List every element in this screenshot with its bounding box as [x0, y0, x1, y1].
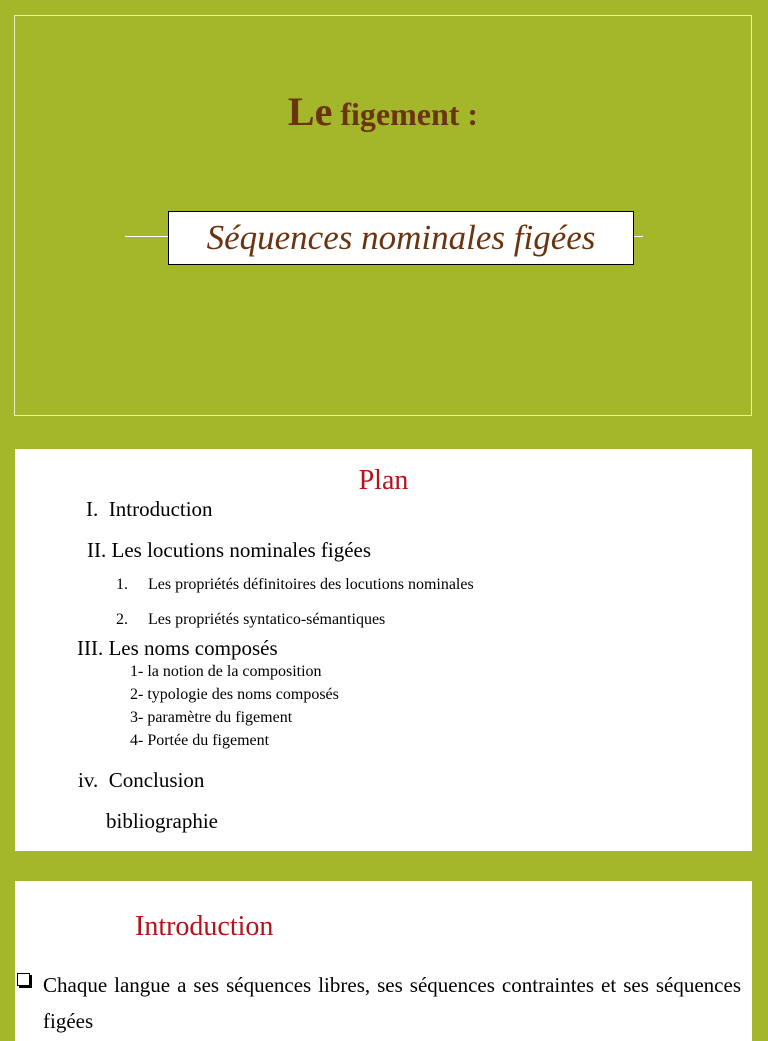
introduction-heading: Introduction [135, 911, 274, 942]
plan-subitem-parametre: 3- paramètre du figement [130, 709, 293, 726]
plan-subitem-proprietes-syntatico [116, 611, 385, 629]
plan-subitem-typologie: 2- typologie des noms composés [130, 686, 339, 703]
plan-heading: Plan [358, 465, 409, 496]
plan-item-introduction [86, 497, 213, 522]
plan-item-number: I. [86, 497, 99, 521]
subtitle-box [168, 211, 634, 265]
subtitle-rule-right [633, 236, 643, 237]
plan-item-label: Conclusion [108, 768, 205, 792]
plan-slide [15, 449, 752, 851]
checkbox-bullet-icon [17, 973, 30, 986]
plan-item-number: iv. [78, 768, 99, 792]
subtitle-rule-left [125, 236, 170, 237]
plan-item-number: 2. [116, 611, 128, 628]
plan-item-number: II. [87, 538, 107, 562]
plan-item-noms-composes [77, 636, 278, 661]
plan-item-bibliographie: bibliographie [106, 809, 218, 833]
plan-item-label: Les propriétés syntatico-sémantiques [148, 611, 386, 628]
title-figement: figement : [332, 96, 479, 132]
introduction-slide [15, 881, 752, 1041]
introduction-paragraph: Chaque langue a ses séquences libres, ses séquences contraintes et ses séquences figées [43, 973, 741, 1033]
plan-subitem-notion: 1- la notion de la composition [130, 663, 322, 680]
subtitle-text: Séquences nominales figées [206, 218, 596, 257]
plan-item-label: Introduction [108, 497, 213, 521]
plan-item-label: Les propriétés définitoires des locutions nominales [148, 576, 474, 593]
title-slide [14, 15, 752, 416]
title-le: Le [287, 89, 333, 134]
plan-item-number: 1. [116, 576, 128, 593]
plan-item-label: Les locutions nominales figées [111, 538, 372, 562]
slide-title [15, 88, 751, 135]
plan-item-label: Les noms composés [108, 636, 278, 660]
plan-subitem-portee: 4- Portée du figement [130, 732, 270, 749]
plan-item-locutions [87, 538, 371, 563]
plan-item-conclusion [78, 768, 204, 793]
plan-subitem-proprietes-definitoires [116, 576, 474, 594]
plan-item-number: III. [77, 636, 104, 660]
